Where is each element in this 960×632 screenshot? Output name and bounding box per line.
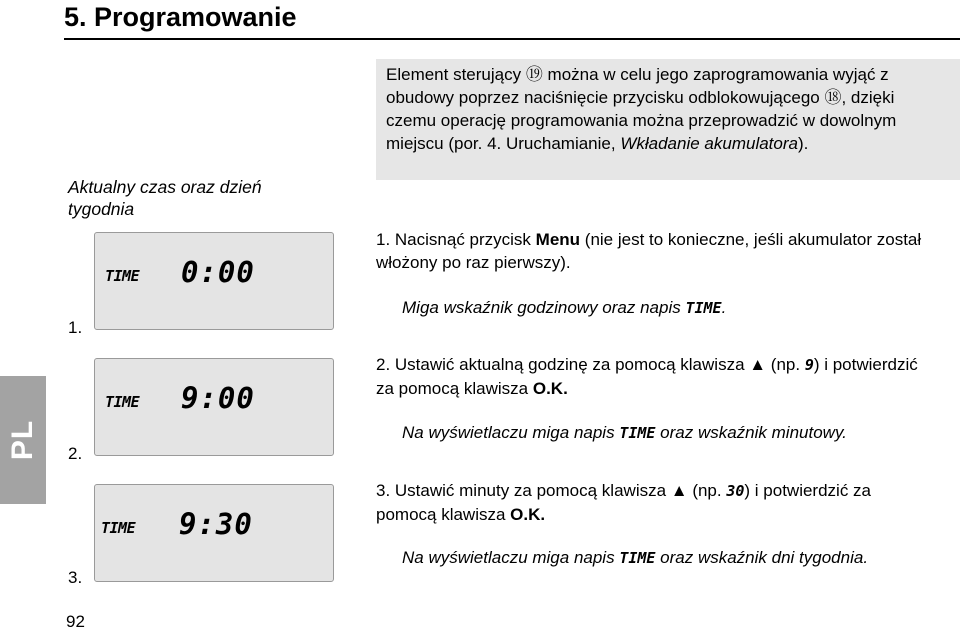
lcd-label: TIME [101,519,136,537]
step-3-note: Na wyświetlaczu miga napis TIME oraz wskaźnik dni tygodnia. [402,548,869,567]
lcd-word-time: TIME [685,299,722,317]
lcd-display-step-1 [94,232,334,330]
side-heading: Aktualny czas oraz dzień tygodnia [68,177,262,219]
language-tab [0,376,46,504]
key-ok: O.K. [510,505,546,524]
lcd-time-value: 9:30 [179,507,253,541]
step-3-instruction: 3. Ustawić minuty za pomocą klawisza ▲ (np. 30) i potwierdzić za pomocą klawisza O.K. [376,481,872,524]
lcd-display-step-2 [94,358,334,456]
key-ok: O.K. [532,379,568,398]
lcd-time-value: 9:00 [181,381,255,415]
lcd-display-step-3 [94,484,334,582]
lcd-word-time: TIME [619,549,656,567]
lcd-label: TIME [105,393,140,411]
step-2-note: Na wyświetlaczu miga napis TIME oraz wskaźnik minutowy. [402,423,847,442]
intro-text: Element sterujący ⑲ można w celu jego zaprogramowania wyjąć z obudowy poprzez naciśnięcie przycisku odblokowującego ⑱, dzięki czemu operację programowania można przeprowadzić w dowolnym miejscu (por. 4. Uruchamianie, Wkładanie akumulatora). [386,65,897,153]
language-tab-label: PL [6,419,39,461]
example-value: 9 [804,356,814,374]
lcd-word-time: TIME [619,424,656,442]
lcd-label: TIME [105,267,140,285]
intro-box [376,59,960,180]
step-number-1: 1. [68,318,83,337]
page-title: 5. Programowanie [64,2,297,32]
step-2-instruction: 2. Ustawić aktualną godzinę za pomocą klawisza ▲ (np. 9) i potwierdzić za pomocą klawisza O.K. [376,355,918,398]
step-1-note: Miga wskaźnik godzinowy oraz napis TIME. [402,298,727,317]
step-number-3: 3. [68,568,83,587]
lcd-time-value: 0:00 [181,255,255,289]
example-value: 30 [726,482,745,500]
title-divider [64,38,960,40]
key-menu: Menu [535,230,581,249]
step-number-2: 2. [68,444,83,463]
step-1-instruction: 1. Nacisnąć przycisk Menu (nie jest to konieczne, jeśli akumulator został włożony po raz pierwszy). [376,230,922,272]
page-number: 92 [66,612,85,631]
